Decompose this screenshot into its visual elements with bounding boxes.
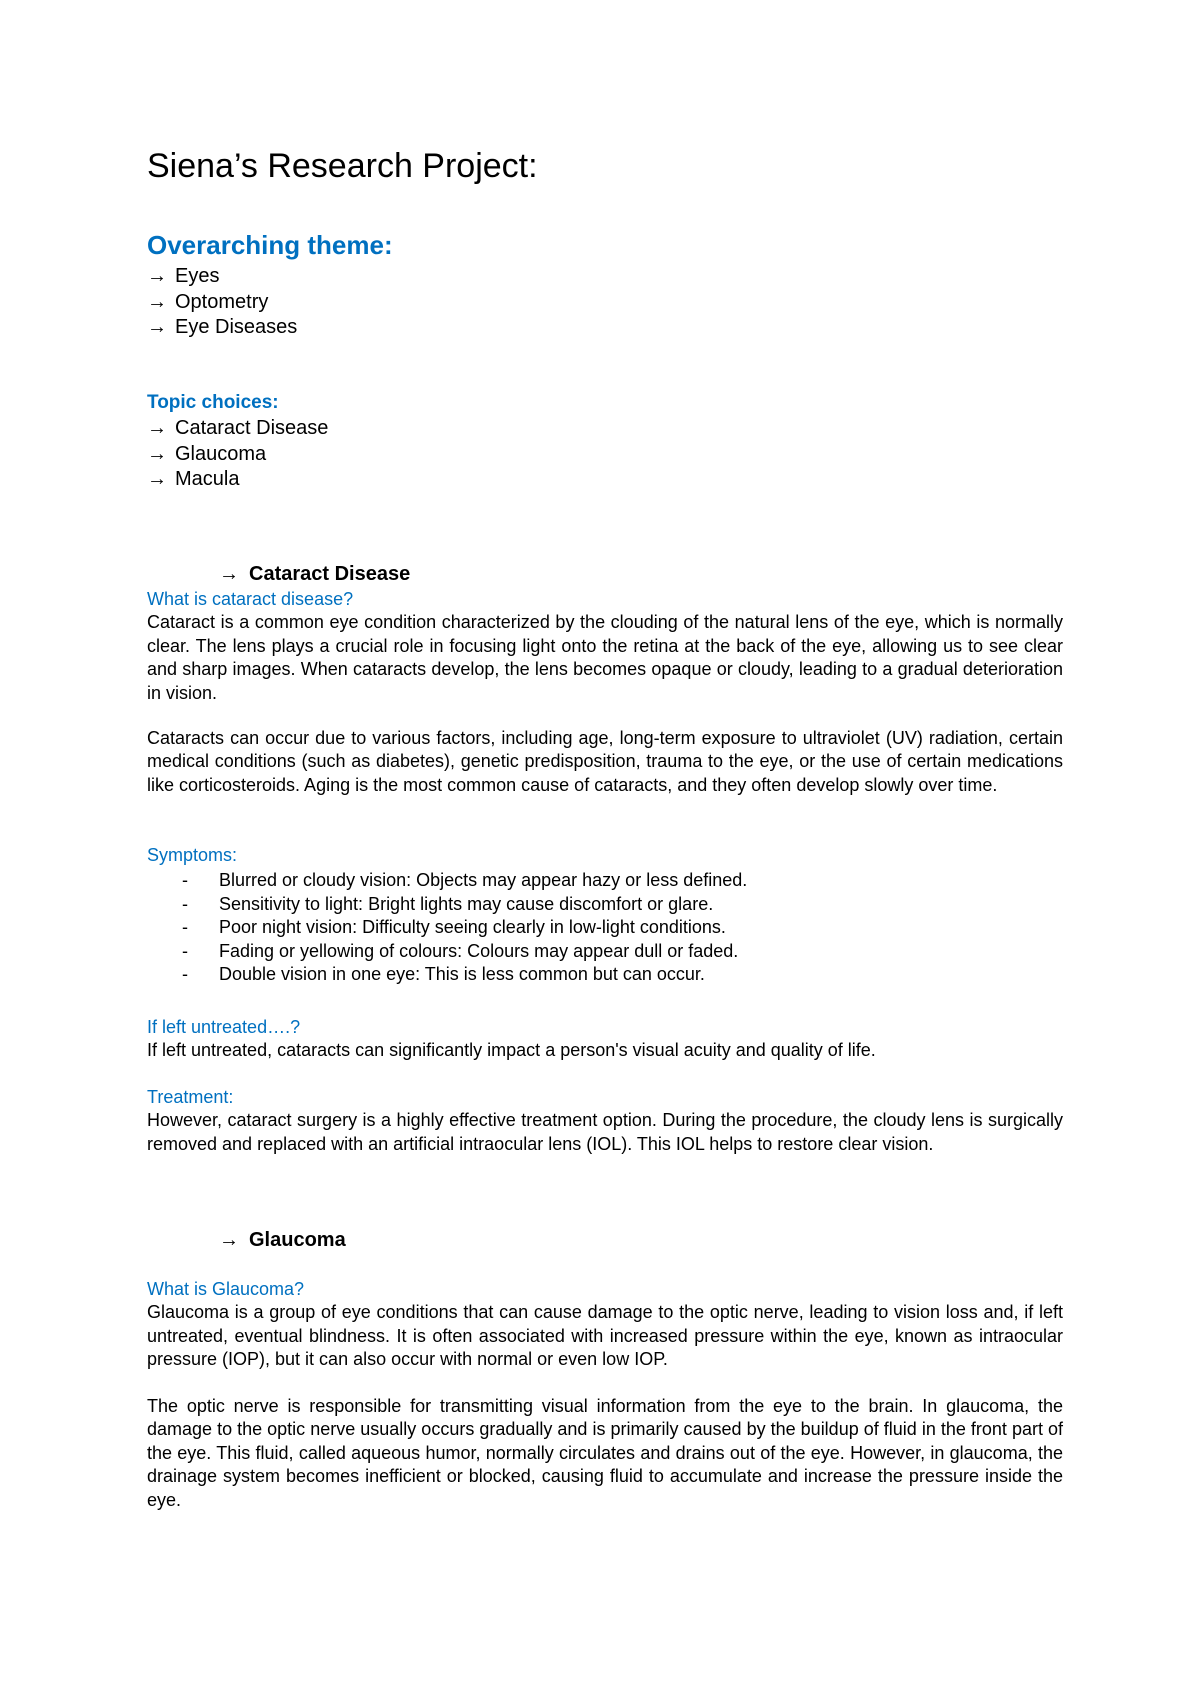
symptom-text: Fading or yellowing of colours: Colours may appear dull or faded. [219, 940, 739, 961]
cataract-what-paragraph-1: Cataract is a common eye condition characterized by the clouding of the natural lens of the eye, which is normally clear. The lens plays a crucial role in focusing light onto the retina at the back of the eye, allowing us to see clear and sharp images. When cataracts develop, the lens becomes opaque or cloudy, leading to a gradual deterioration in vision. [147, 612, 1063, 703]
topic-item-label: Macula [175, 468, 240, 490]
cataract-symptoms-heading: Symptoms: [147, 845, 238, 865]
dash-bullet: - [182, 893, 188, 914]
glaucoma-what-paragraph-1: Glaucoma is a group of eye conditions that can cause damage to the optic nerve, leading to vision loss and, if left untreated, eventual blindness. It is often associated with increased pressure within the eye, known as intraocular pressure (IOP), but it can also occur with normal or even low IOP. [147, 1302, 1063, 1370]
cataract-treatment-block [147, 1086, 1063, 1156]
cataract-section-heading [219, 562, 410, 586]
glaucoma-section-heading [219, 1228, 346, 1252]
theme-item-label: Optometry [175, 290, 269, 313]
cataract-what-paragraph-2: Cataracts can occur due to various factors, including age, long-term exposure to ultraviolet (UV) radiation, certain medical conditions (such as diabetes), genetic predisposition, trauma to the eye, or the use of certain medications like corticosteroids. Aging is the most common cause of cataracts, and they often develop slowly over time. [147, 728, 1063, 795]
glaucoma-what-paragraph-2: The optic nerve is responsible for transmitting visual information from the eye to the brain. In glaucoma, the damage to the optic nerve usually occurs gradually and is primarily caused by the buildup of fluid in the front part of the eye. This fluid, called aqueous humor, normally circulates and drains out of the eye. However, in glaucoma, the drainage system becomes inefficient or blocked, causing fluid to accumulate and increase the pressure inside the eye. [147, 1396, 1063, 1510]
list-item [147, 290, 297, 316]
list-item [147, 467, 328, 493]
cataract-symptoms-block [147, 844, 1063, 986]
cataract-what-block [147, 588, 1063, 705]
cataract-what-heading: What is cataract disease? [147, 589, 354, 609]
list-item [147, 315, 297, 341]
glaucoma-mechanism-block [147, 1395, 1063, 1512]
dash-bullet: - [182, 964, 188, 985]
arrow-icon: → [219, 1229, 239, 1251]
cataract-untreated-heading: If left untreated….? [147, 1017, 301, 1037]
theme-item-label: Eyes [175, 265, 220, 287]
topic-choices-list [147, 416, 328, 493]
arrow-icon: → [147, 417, 167, 439]
glaucoma-what-heading: What is Glaucoma? [147, 1279, 305, 1299]
list-item [147, 916, 1063, 939]
arrow-icon: → [147, 442, 167, 465]
dash-bullet: - [182, 870, 188, 891]
symptom-text: Sensitivity to light: Bright lights may cause discomfort or glare. [219, 893, 714, 914]
arrow-icon: → [147, 290, 167, 313]
cataract-symptoms-list [147, 869, 1063, 986]
cataract-causes-block [147, 727, 1063, 797]
arrow-icon: → [219, 563, 239, 585]
dash-bullet: - [182, 940, 188, 961]
dash-bullet: - [182, 917, 188, 938]
page-title: Siena’s Research Project: [147, 147, 538, 185]
topic-choices-heading: Topic choices: [147, 392, 279, 413]
overarching-theme-list [147, 264, 297, 341]
list-item [147, 442, 328, 468]
symptom-text: Poor night vision: Difficulty seeing clearly in low-light conditions. [219, 917, 726, 938]
cataract-treatment-text: However, cataract surgery is a highly effective treatment option. During the procedure, the cloudy lens is surgically removed and replaced with an artificial intraocular lens (IOL). This IOL helps to restore clear vision. [147, 1110, 1063, 1154]
arrow-icon: → [147, 316, 167, 338]
topic-item-label: Glaucoma [175, 442, 267, 465]
cataract-untreated-text: If left untreated, cataracts can significantly impact a person's visual acuity and quality of life. [147, 1040, 876, 1061]
topic-item-label: Cataract Disease [175, 417, 329, 439]
cataract-untreated-block [147, 1016, 1063, 1063]
list-item [147, 264, 297, 290]
overarching-theme-heading: Overarching theme: [147, 230, 393, 260]
list-item [147, 893, 1063, 916]
arrow-icon: → [147, 265, 167, 287]
list-item [147, 869, 1063, 892]
glaucoma-what-block [147, 1278, 1063, 1372]
glaucoma-heading-label: Glaucoma [249, 1229, 346, 1251]
arrow-icon: → [147, 468, 167, 490]
symptom-text: Blurred or cloudy vision: Objects may appear hazy or less defined. [219, 870, 748, 891]
symptom-text: Double vision in one eye: This is less common but can occur. [219, 964, 705, 985]
list-item [147, 963, 1063, 986]
list-item [147, 940, 1063, 963]
list-item [147, 416, 328, 442]
cataract-treatment-heading: Treatment: [147, 1087, 234, 1107]
theme-item-label: Eye Diseases [175, 316, 298, 338]
cataract-heading-label: Cataract Disease [249, 563, 411, 585]
